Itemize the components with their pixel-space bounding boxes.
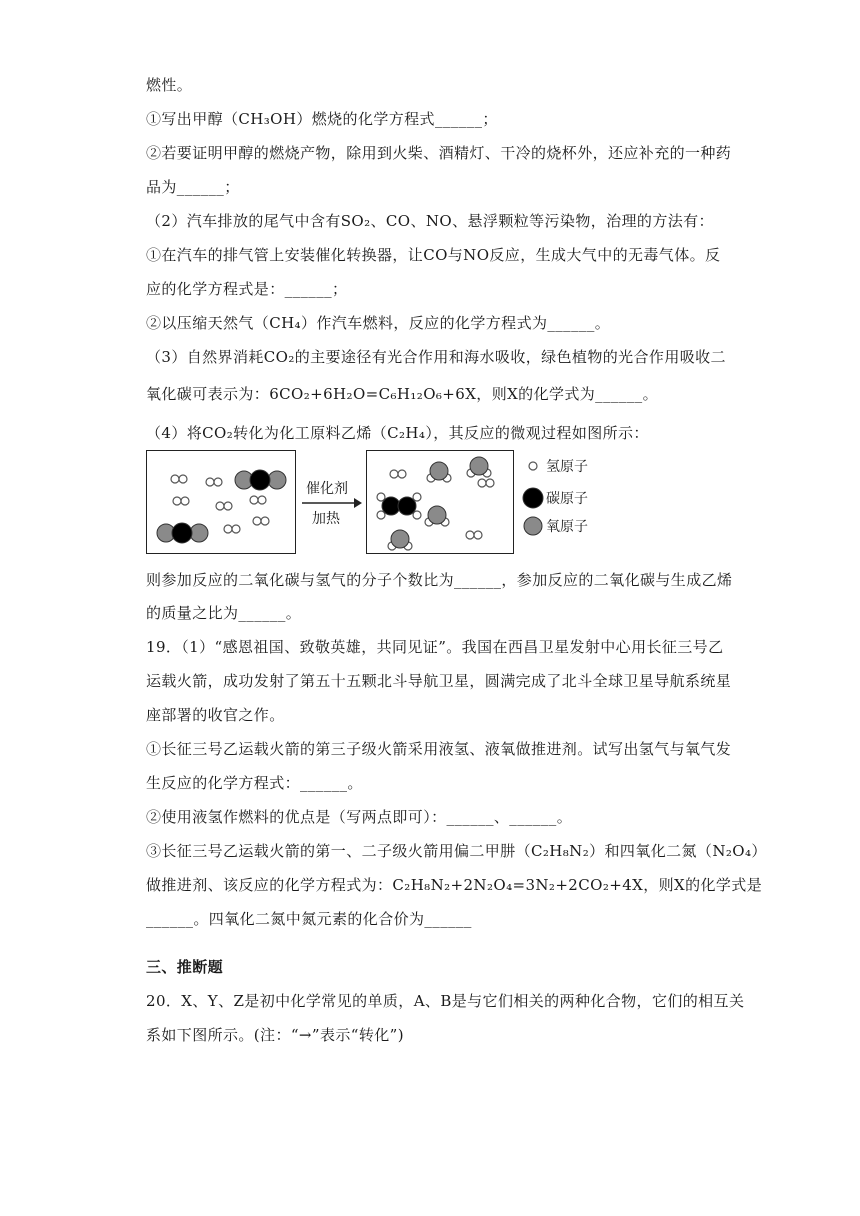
text-line: ______。四氧化二氮中氮元素的化合价为______ [146,910,472,928]
legend-carbon-label: 碳原子 [546,491,588,507]
legend-icons [522,450,544,540]
text-line: 座部署的收官之作。 [146,706,285,724]
text-line: 则参加反应的二氧化碳与氢气的分子个数比为______，参加反应的二氧化碳与生成乙烯 [146,571,733,589]
text-line: ①在汽车的排气管上安装催化转换器，让CO与NO反应，生成大气中的无毒气体。反 [146,246,721,264]
reaction-figure [146,450,606,556]
products-box [366,450,514,554]
text-line: 生反应的化学方程式：______。 [146,774,363,792]
reaction-arrow-icon [302,497,362,509]
carbon-atom-icon [523,488,543,508]
text-line: 运载火箭，成功发射了第五十五颗北斗导航卫星，圆满完成了北斗全球卫星导航系统星 [146,672,732,690]
catalyst-label: 催化剂 [306,481,348,497]
section-heading: 三、推断题 [146,958,224,976]
text-line: ②使用液氢作燃料的优点是（写两点即可）：______、______。 [146,808,573,826]
hydrogen-atom-icon [529,462,537,470]
text-line: ②若要证明甲醇的燃烧产物，除用到火柴、酒精灯、干冷的烧杯外，还应补充的一种药 [146,144,732,162]
text-line: ②以压缩天然气（CH₄）作汽车燃料，反应的化学方程式为______。 [146,314,611,332]
text-line: （3）自然界消耗CO₂的主要途径有光合作用和海水吸收，绿色植物的光合作用吸收二 [146,348,726,366]
text-line: ①写出甲醇（CH₃OH）燃烧的化学方程式______； [146,110,498,128]
text-line: 的质量之比为______。 [146,604,302,622]
text-line: 品为______； [146,178,240,196]
product-molecules [367,451,512,552]
legend-oxygen-label: 氧原子 [546,519,588,535]
text-line: 燃性。 [146,76,193,94]
text-line: 做推进剂、该反应的化学方程式为：C₂H₈N₂+2N₂O₄=3N₂+2CO₂+4X，则X的化学式是 [146,876,763,894]
legend-hydrogen-label: 氢原子 [546,459,588,475]
text-line: ①长征三号乙运载火箭的第三子级火箭采用液氢、液氧做推进剂。试写出氢气与氧气发 [146,740,732,758]
question-20: 20．X、Y、Z是初中化学常见的单质，A、B是与它们相关的两种化合物，它们的相互关 [146,992,745,1010]
reactant-molecules [147,451,294,552]
text-line: 系如下图所示。(注：“→”表示“转化”) [146,1026,404,1044]
question-19: 19．（1）“感恩祖国、致敬英雄，共同见证”。我国在西昌卫星发射中心用长征三号乙 [146,638,724,656]
heating-label: 加热 [312,511,340,527]
text-line: （4）将CO₂转化为化工原料乙烯（C₂H₄），其反应的微观过程如图所示： [146,424,649,442]
oxygen-atom-icon [524,517,542,535]
text-line: （2）汽车排放的尾气中含有SO₂、CO、NO、悬浮颗粒等污染物，治理的方法有： [146,212,714,230]
reactants-box [146,450,296,554]
text-line: 应的化学方程式是：______； [146,280,348,298]
text-line: ③长征三号乙运载火箭的第一、二子级火箭用偏二甲肼（C₂H₈N₂）和四氧化二氮（N₂O₄） [146,842,767,860]
text-line: 氧化碳可表示为：6CO₂+6H₂O=C₆H₁₂O₆+6X，则X的化学式为______。 [146,385,658,403]
